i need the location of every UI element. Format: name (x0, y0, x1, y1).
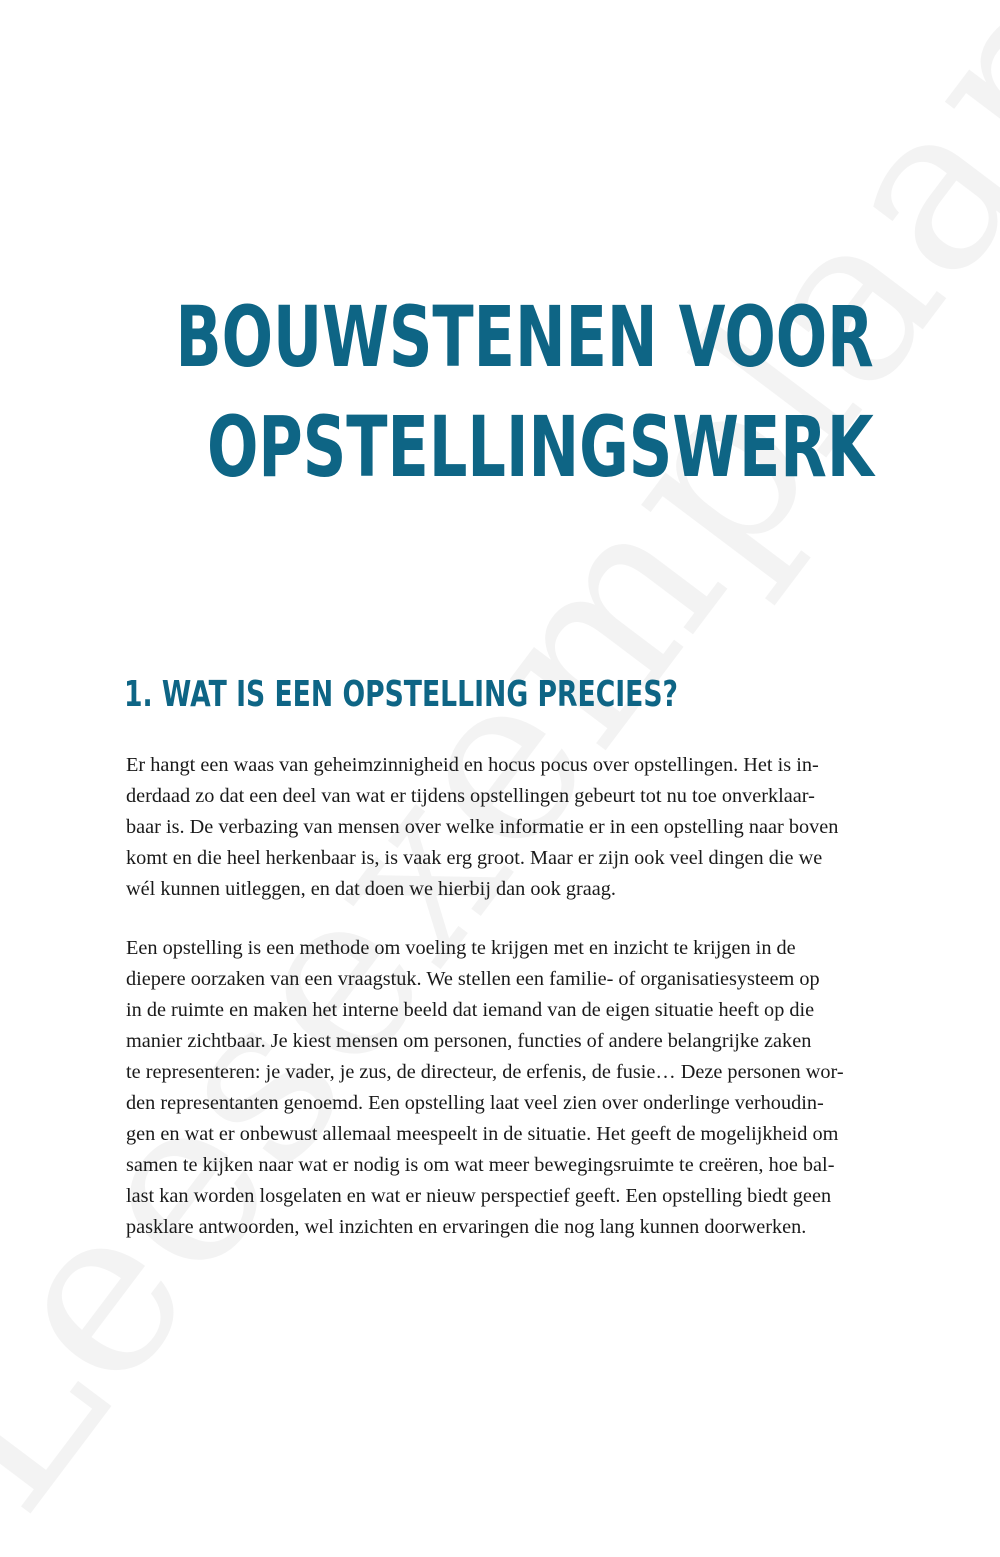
text-line: pasklare antwoorden, wel inzichten en ervaringen die nog lang kunnen doorwerken. (126, 1216, 807, 1238)
text-line: te representeren: je vader, je zus, de directeur, de erfenis, de fusie… Deze personen wor- (126, 1061, 844, 1083)
text-line: baar is. De verbazing van mensen over welke informatie er in een opstelling naar boven (126, 816, 839, 838)
text-line: last kan worden losgelaten en wat er nieuw perspectief geeft. Een opstelling biedt geen (126, 1185, 832, 1207)
paragraph-1 (126, 750, 876, 905)
paragraph-2 (126, 933, 876, 1243)
chapter-title-line-2: OPSTELLINGSWERK (207, 398, 875, 496)
text-line: Er hangt een waas van geheimzinnigheid en hocus pocus over opstellingen. Het is in- (126, 754, 819, 776)
text-line: manier zichtbaar. Je kiest mensen om personen, functies of andere belangrijke zaken (126, 1030, 812, 1052)
section-heading: 1. WAT IS EEN OPSTELLING PRECIES? (124, 674, 679, 715)
chapter-title (176, 282, 874, 502)
text-line: wél kunnen uitleggen, en dat doen we hierbij dan ook graag. (126, 878, 616, 900)
text-line: gen en wat er onbewust allemaal meespeelt in de situatie. Het geeft de mogelijkheid om (126, 1123, 839, 1145)
text-line: diepere oorzaken van een vraagstuk. We stellen een familie- of organisatiesysteem op (126, 968, 820, 990)
text-line: den representanten genoemd. Een opstelling laat veel zien over onderlinge verhoudin- (126, 1092, 824, 1114)
text-line: derdaad zo dat een deel van wat er tijdens opstellingen gebeurt tot nu toe onverklaar- (126, 785, 815, 807)
chapter-title-line-1: BOUWSTENEN VOOR (175, 288, 874, 386)
text-line: Een opstelling is een methode om voeling te krijgen met en inzicht te krijgen in de (126, 937, 796, 959)
text-line: komt en die heel herkenbaar is, is vaak erg groot. Maar er zijn ook veel dingen die we (126, 847, 823, 869)
text-line: samen te kijken naar wat er nodig is om wat meer bewegingsruimte te creëren, hoe bal- (126, 1154, 835, 1176)
text-line: in de ruimte en maken het interne beeld dat iemand van de eigen situatie heeft op die (126, 999, 815, 1021)
